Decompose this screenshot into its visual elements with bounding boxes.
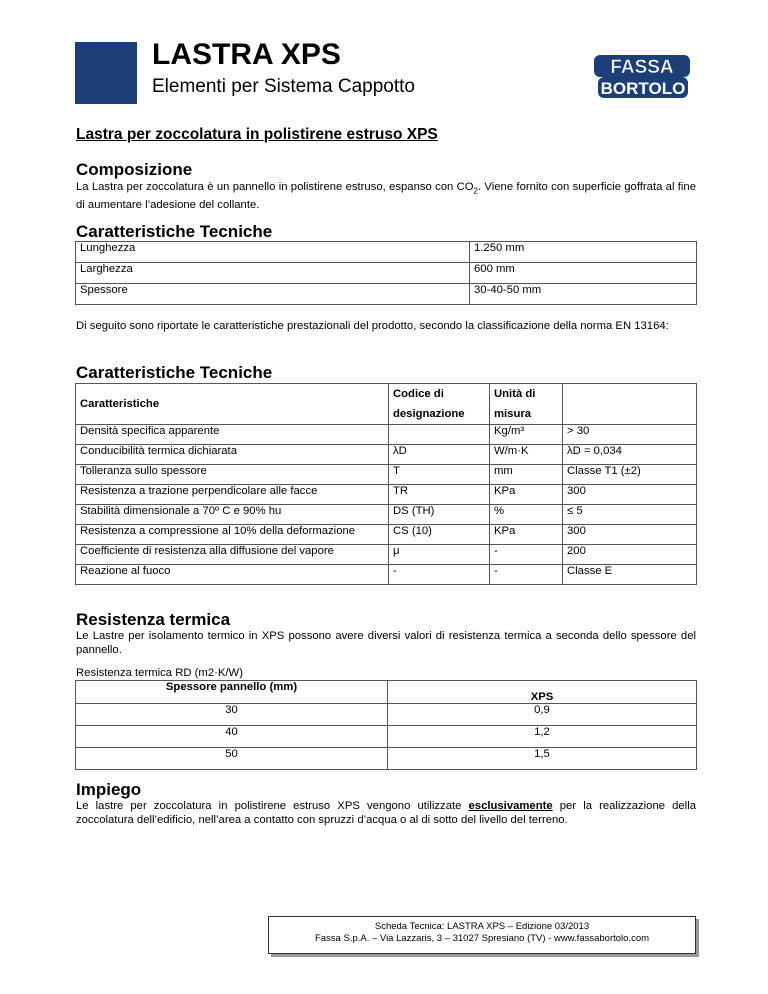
logo-text-top: FASSA xyxy=(610,57,674,78)
page-title: LASTRA XPS xyxy=(152,38,341,71)
resistenza-caption: Resistenza termica RD (m2·K/W) xyxy=(76,667,243,679)
impiego-text: Le lastre per zoccolatura in polistirene estruso XPS vengono utilizzate esclusivamente per la realizzazione della zoccolatura dell’edificio, nell’area a contatto con spruzzi d’acqua o al di sotto del livello del terreno. xyxy=(76,800,696,826)
table-row: Conducibilità termica dichiarata λD W/m·K λD = 0,034 xyxy=(76,445,697,465)
caratteristiche-heading-2: Caratteristiche Tecniche xyxy=(76,363,273,382)
table-row: Stabilità dimensionale a 70º C e 90% hu DS (TH) % ≤ 5 xyxy=(76,505,697,525)
table-row: Spessore 30-40-50 mm xyxy=(76,284,697,305)
table-row: Resistenza a compressione al 10% della deformazione CS (10) KPa 300 xyxy=(76,525,697,545)
table-row: Larghezza 600 mm xyxy=(76,263,697,284)
table-row: Reazione al fuoco - - Classe E xyxy=(76,565,697,585)
document-title: Lastra per zoccolatura in polistirene estruso XPS xyxy=(76,126,438,143)
resistenza-text: Le Lastre per isolamento termico in XPS possono avere diversi valori di resistenza termica a seconda dello spessore del pannello. xyxy=(76,630,696,656)
table-row: 30 0,9 xyxy=(76,704,697,726)
table-row: Coefficiente di resistenza alla diffusione del vapore μ - 200 xyxy=(76,545,697,565)
footer-line-1: Scheda Tecnica: LASTRA XPS – Edizione 03/2013 xyxy=(374,921,590,932)
impiego-heading: Impiego xyxy=(76,780,142,799)
table-row: Resistenza a trazione perpendicolare alle facce TR KPa 300 xyxy=(76,485,697,505)
footer-line-2: Fassa S.p.A. – Via Lazzaris, 3 – 31027 Spresiano (TV) - www.fassabortolo.com xyxy=(314,933,650,944)
table-row: Tolleranza sullo spessore T mm Classe T1 (±2) xyxy=(76,465,697,485)
table-header-row: Caratteristiche Codice di designazione Unità di misura xyxy=(76,384,697,425)
caratteristiche-heading-1: Caratteristiche Tecniche xyxy=(76,222,273,241)
table-row: 40 1,2 xyxy=(76,726,697,748)
logo-text-bottom: BORTOLO xyxy=(600,79,686,98)
brand-square xyxy=(75,42,137,104)
dimensions-table xyxy=(75,241,697,305)
composizione-heading: Composizione xyxy=(76,160,193,179)
performance-table xyxy=(75,383,697,585)
fassa-bortolo-logo xyxy=(592,54,692,100)
intro-text: Di seguito sono riportate le caratteristiche prestazionali del prodotto, secondo la classificazione della norma EN 13164: xyxy=(76,320,669,332)
page-subtitle: Elementi per Sistema Cappotto xyxy=(152,76,415,97)
table-row: Densità specifica apparente Kg/m³ > 30 xyxy=(76,425,697,445)
table-header-row: Spessore pannello (mm) XPS xyxy=(76,681,697,704)
table-row: Lunghezza 1.250 mm xyxy=(76,242,697,263)
footer-box xyxy=(268,916,696,954)
table-row: 50 1,5 xyxy=(76,748,697,770)
composizione-text: La Lastra per zoccolatura è un pannello in polistirene estruso, espanso con $CO_2$. Viene fornito con superficie goffrata al fine di aumentare l’adesione del collante. xyxy=(76,181,696,212)
resistance-table xyxy=(75,680,697,770)
resistenza-heading: Resistenza termica xyxy=(76,610,231,629)
